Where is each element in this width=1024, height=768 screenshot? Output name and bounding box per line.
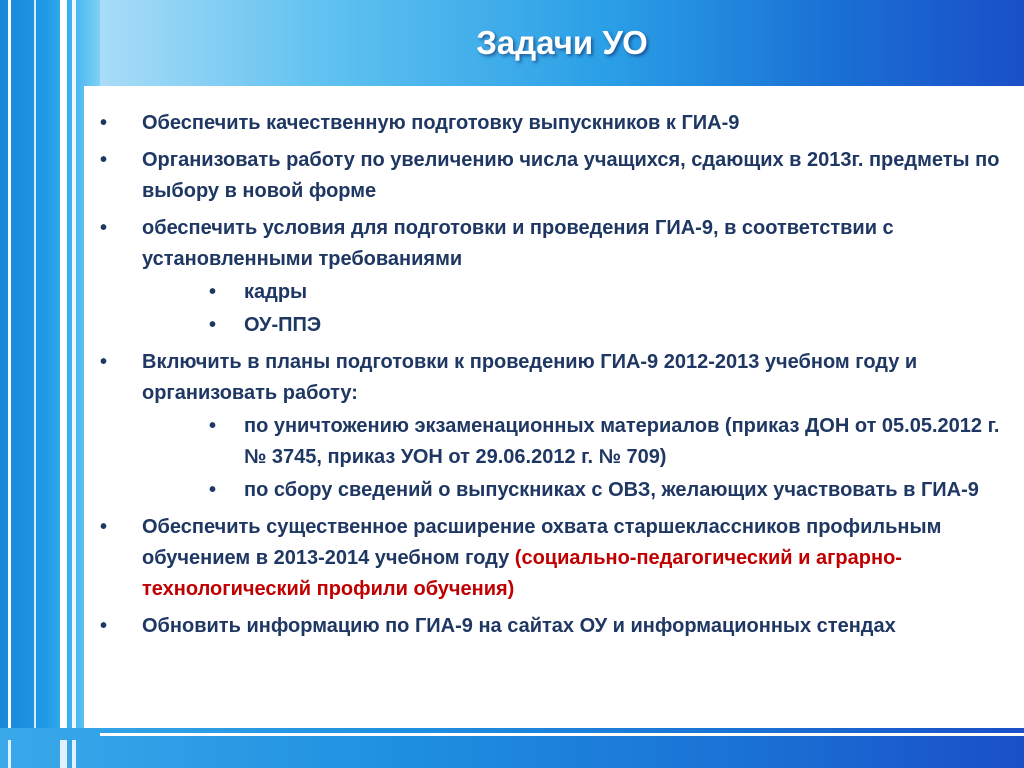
sub-list-item	[84, 277, 1014, 308]
bullet-icon: •	[209, 479, 217, 501]
list-item-text: Включить в планы подготовки к проведению ГИА-9 2012-2013 учебном году и организовать работу:	[142, 351, 918, 404]
task-list	[84, 108, 1014, 648]
bullet-icon: •	[100, 112, 108, 134]
list-item-text: Обновить информацию по ГИА-9 на сайтах ОУ и информационных стендах	[142, 615, 896, 637]
bottom-stripe	[8, 740, 11, 768]
list-item-highlight-text: (социально-педагогический и аграрно-технологический профили обучения)	[142, 547, 902, 600]
content-panel	[84, 86, 1024, 728]
left-stripe	[72, 0, 76, 768]
bottom-stripe	[60, 740, 67, 768]
list-item	[84, 611, 1014, 642]
sub-list-item-text: ОУ-ППЭ	[244, 314, 322, 336]
list-item	[84, 145, 1014, 207]
bottom-stripe	[72, 740, 76, 768]
bullet-icon: •	[100, 615, 108, 637]
list-item	[84, 347, 1014, 409]
left-stripe	[8, 0, 11, 768]
bullet-icon: •	[209, 281, 217, 303]
list-item-text: Организовать работу по увеличению числа учащихся, сдающих в 2013г. предметы по выбору в новой форме	[142, 149, 1000, 202]
list-item-text: обеспечить условия для подготовки и проведения ГИА-9, в соответствии с установленными требованиями	[142, 217, 894, 270]
bullet-icon: •	[100, 149, 108, 171]
list-item-text: Обеспечить существенное расширение охвата старшеклассников профильным обучением в 2013-2014 учебном году	[142, 516, 942, 569]
slide-title: Задачи УО	[476, 24, 648, 61]
left-stripe	[34, 0, 36, 768]
sub-list-item	[84, 411, 1014, 473]
left-stripe	[60, 0, 67, 768]
list-item	[84, 512, 1014, 605]
sub-list-item-text: по сбору сведений о выпускниках с ОВЗ, желающих участвовать в ГИА-9	[244, 479, 979, 501]
sub-list-item-text: по уничтожению экзаменационных материалов (приказ ДОН от 05.05.2012 г. № 3745, приказ УОН от 29.06.2012 г. № 709)	[244, 415, 1000, 468]
bullet-icon: •	[100, 516, 108, 538]
bullet-icon: •	[100, 351, 108, 373]
sub-list-item-text: кадры	[244, 281, 308, 303]
bullet-icon: •	[209, 415, 217, 437]
sub-list-item	[84, 310, 1014, 341]
list-item-text: Обеспечить качественную подготовку выпускников к ГИА-9	[142, 112, 740, 134]
list-item	[84, 108, 1014, 139]
list-item	[84, 213, 1014, 275]
bullet-icon: •	[209, 314, 217, 336]
bottom-stripe	[100, 733, 1024, 736]
sub-list-item	[84, 475, 1014, 506]
bullet-icon: •	[100, 217, 108, 239]
